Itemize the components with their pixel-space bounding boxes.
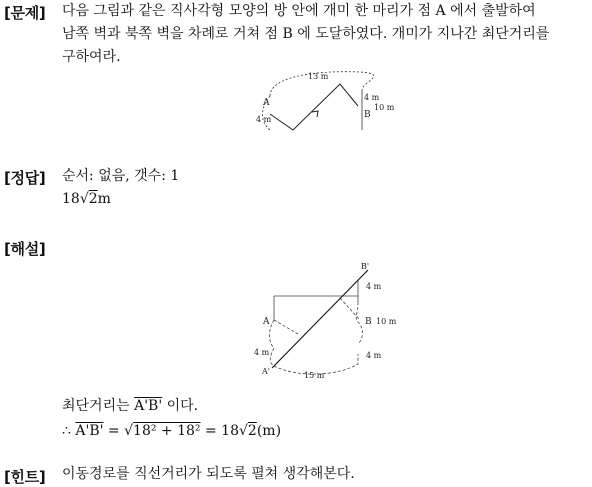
answer-value — [62, 191, 111, 207]
answer-coef: 18 — [62, 191, 80, 207]
fig2-point-a: A — [263, 317, 270, 327]
fig2-bottom-label: 15 m — [304, 371, 325, 380]
eq-sqrt-symbol: √ — [124, 423, 134, 439]
hint-text: 이동경로를 직선거리가 되도록 펼쳐 생각해본다. — [62, 466, 355, 482]
fig1-right-upper: 4 m — [364, 93, 380, 102]
problem-tag: [문제] — [4, 4, 46, 22]
explanation-equation — [62, 423, 281, 439]
left-dashed-wall — [270, 320, 275, 366]
conclusion-post: 이다. — [162, 398, 199, 414]
therefore-symbol: ∴ — [62, 423, 71, 439]
fig2-label-4m-top: 4 m — [366, 282, 382, 291]
problem-line-1: 다음 그림과 같은 직사각형 모양의 방 안에 개미 한 마리가 점 A 에서 출발하여 — [62, 3, 536, 19]
fig1-point-b: B — [364, 110, 371, 120]
eq-segment: A'B' — [75, 423, 104, 439]
explanation-figure — [248, 258, 408, 382]
explanation-tag: [해설] — [4, 240, 46, 258]
eq-result: = 18 — [200, 423, 239, 439]
problem-figure — [250, 68, 400, 138]
eq-result-radicand: 2 — [247, 423, 257, 439]
fig2-point-b: B — [365, 317, 372, 327]
fig2-point-b-prime: B' — [361, 262, 370, 271]
hint-tag: [힌트] — [4, 468, 46, 486]
fig2-label-4m-left: 4 m — [254, 348, 270, 357]
eq-sqrt-symbol-2: √ — [238, 423, 248, 439]
straight-line-a-prime-b-prime — [272, 270, 368, 368]
fig1-right-total: 10 m — [374, 103, 395, 112]
fig1-top-label: 13 m — [308, 72, 329, 81]
sqrt-symbol: √ — [79, 191, 89, 207]
fig2-label-4m-right: 4 m — [366, 351, 382, 360]
answer-radicand: 2 — [88, 191, 98, 207]
ant-path — [270, 84, 358, 130]
eq-unit: (m) — [256, 423, 282, 439]
fig1-left-label: 4 m — [256, 115, 272, 124]
problem-line-3: 구하여라. — [62, 49, 121, 65]
eq-radicand: 18² + 18² — [133, 423, 201, 439]
problem-line-2: 남쪽 벽과 북쪽 벽을 차례로 거쳐 점 B 에 도달하였다. 개미가 지나간 최단거리를 — [62, 26, 550, 42]
explanation-conclusion — [62, 395, 198, 418]
conclusion-pre: 최단거리는 — [62, 398, 135, 414]
eq-mid: = — [103, 423, 125, 439]
dashed-b-link — [340, 298, 360, 320]
answer-meta: 순서: 없음, 갯수: 1 — [62, 168, 180, 184]
answer-unit: m — [97, 191, 111, 207]
dashed-a-link — [274, 320, 298, 334]
conclusion-segment: A'B' — [134, 398, 163, 414]
fig1-point-a: A — [263, 98, 270, 108]
answer-tag: [정답] — [4, 169, 46, 187]
fig2-label-10m: 10 m — [376, 317, 397, 326]
right-dashed-wall — [356, 302, 362, 344]
ant-arrow — [312, 111, 318, 117]
fig2-point-a-prime: A' — [262, 367, 270, 376]
